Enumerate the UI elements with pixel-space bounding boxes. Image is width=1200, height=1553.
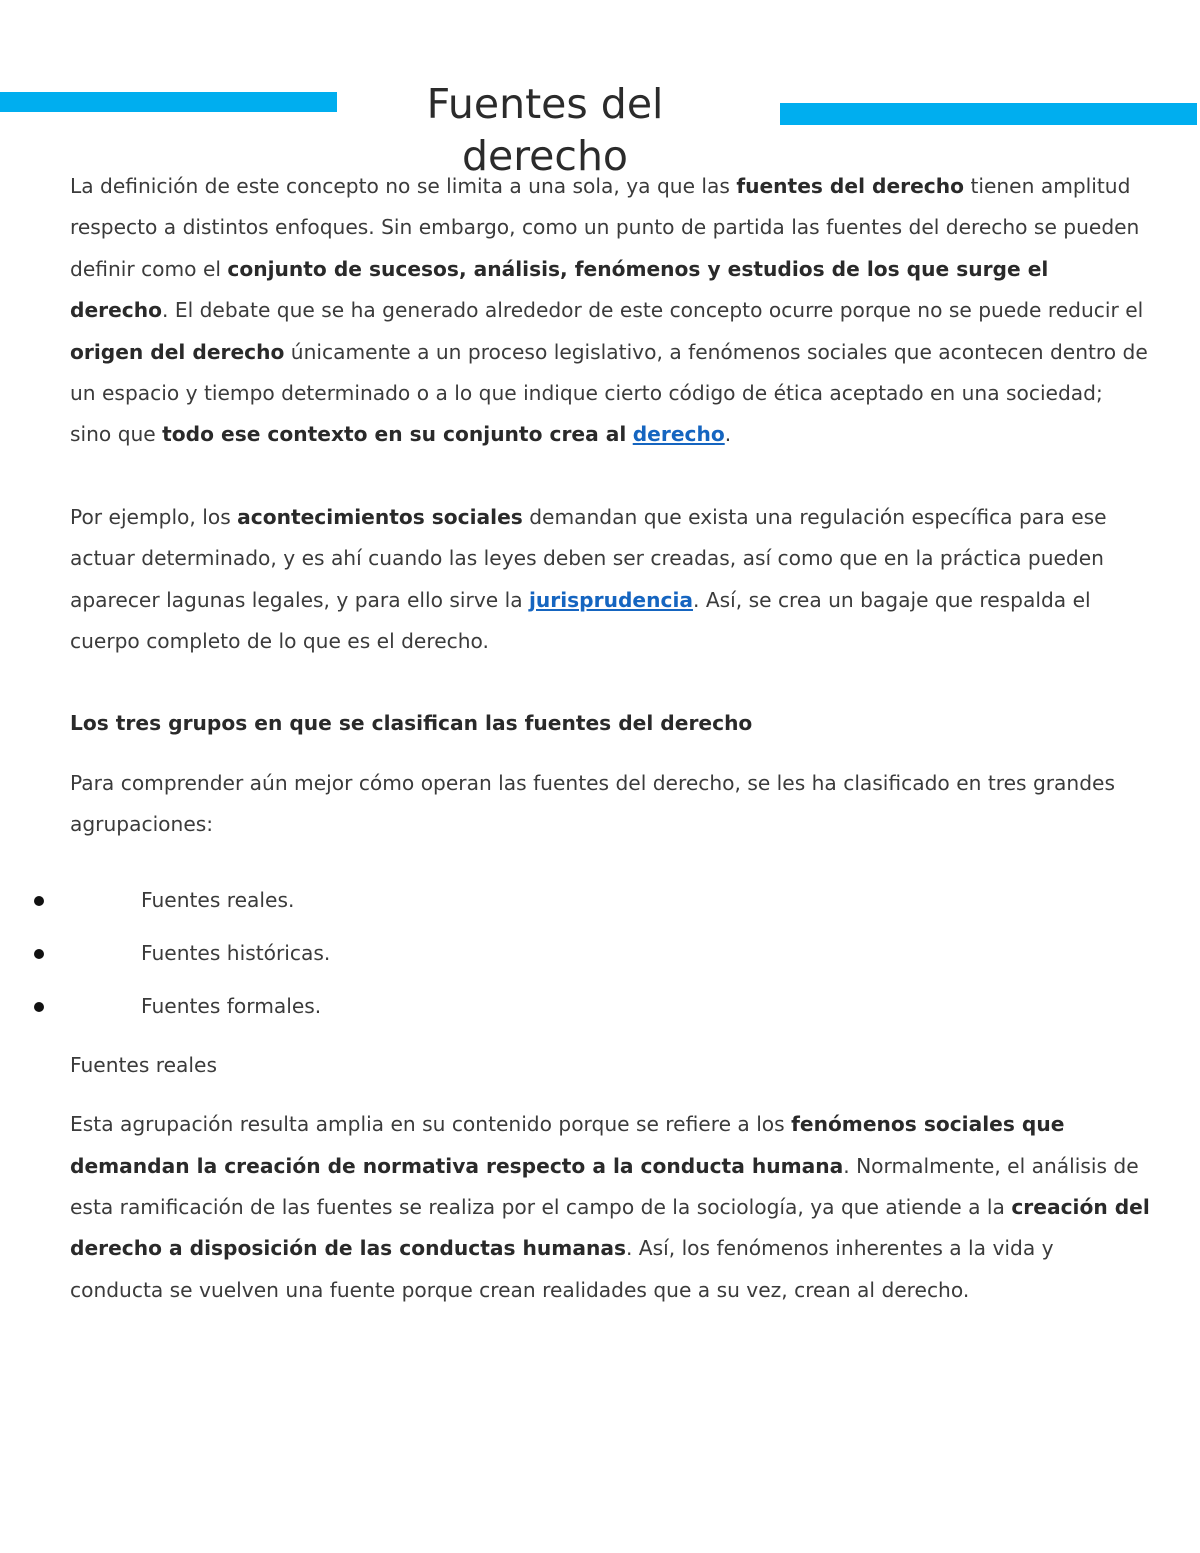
bold-phrase: todo ese contexto en su conjunto crea al xyxy=(162,422,627,447)
bullet-icon xyxy=(34,1002,44,1012)
paragraph-example: Por ejemplo, los acontecimientos sociales demandan que exista una regulación específica para ese actuar determinado, y es ahí cuando las leyes deben ser creadas, así como que en la práctica pueden aparecer lagunas legales, y para ello sirve la jurisprudencia. Así, se crea un bagaje que respalda el cuerpo completo de lo que es el derecho. xyxy=(70,504,1107,654)
document-body xyxy=(70,166,1150,1311)
subsection-heading: Fuentes reales xyxy=(70,1052,217,1077)
decorative-bar-left xyxy=(0,92,337,112)
list-item: Fuentes históricas. xyxy=(70,927,1150,980)
bold-phrase: creación del derecho a disposición de las conductas humanas xyxy=(70,1194,1150,1261)
section-heading: Los tres grupos en que se clasifican las fuentes del derecho xyxy=(70,711,753,736)
paragraph-real-sources: Esta agrupación resulta amplia en su contenido porque se refiere a los fenómenos sociales que demandan la creación de normativa respecto a la conducta humana. Normalmente, el análisis de esta ramificación de las fuentes se realiza por el campo de la sociología, ya que atiende a la creación del derecho a disposición de las conductas humanas. Así, los fenómenos inherentes a la vida y conducta se vuelven una fuente porque crean realidades que a su vez, crean al derecho. xyxy=(70,1112,1150,1302)
bold-phrase: conjunto de sucesos, análisis, fenómenos y estudios de los que surge el derecho xyxy=(70,256,1049,323)
bold-phrase: origen del derecho xyxy=(70,339,285,364)
list-item: Fuentes reales. xyxy=(70,874,1150,927)
bold-phrase: fenómenos sociales que demandan la creación de normativa respecto a la conducta humana xyxy=(70,1112,1065,1178)
decorative-bar-right xyxy=(780,103,1197,125)
list-item: Fuentes formales. xyxy=(70,980,1150,1033)
page-title: Fuentes del derecho xyxy=(426,80,664,180)
sources-list xyxy=(70,874,1150,1033)
bold-phrase: fuentes del derecho xyxy=(736,174,965,198)
bullet-icon xyxy=(34,949,44,959)
paragraph-intro: La definición de este concepto no se limita a una sola, ya que las fuentes del derecho tienen amplitud respecto a distintos enfoques. Sin embargo, como un punto de partida las fuentes del derecho se pueden definir como el conjunto de sucesos, análisis, fenómenos y estudios de los que surge el derecho. El debate que se ha generado alrededor de este concepto ocurre porque no se puede reducir el origen del derecho únicamente a un proceso legislativo, a fenómenos sociales que acontecen dentro de un espacio y tiempo determinado o a lo que indique cierto código de ética aceptado en una sociedad; sino que todo ese contexto en su conjunto crea al derecho. xyxy=(70,174,1148,447)
bullet-icon xyxy=(34,896,44,906)
paragraph-classification: Para comprender aún mejor cómo operan las fuentes del derecho, se les ha clasificado en tres grandes agrupaciones: xyxy=(70,770,1115,837)
bold-phrase: acontecimientos sociales xyxy=(237,504,523,529)
link-derecho[interactable]: derecho xyxy=(632,422,725,447)
link-jurisprudencia[interactable]: jurisprudencia xyxy=(529,587,693,612)
